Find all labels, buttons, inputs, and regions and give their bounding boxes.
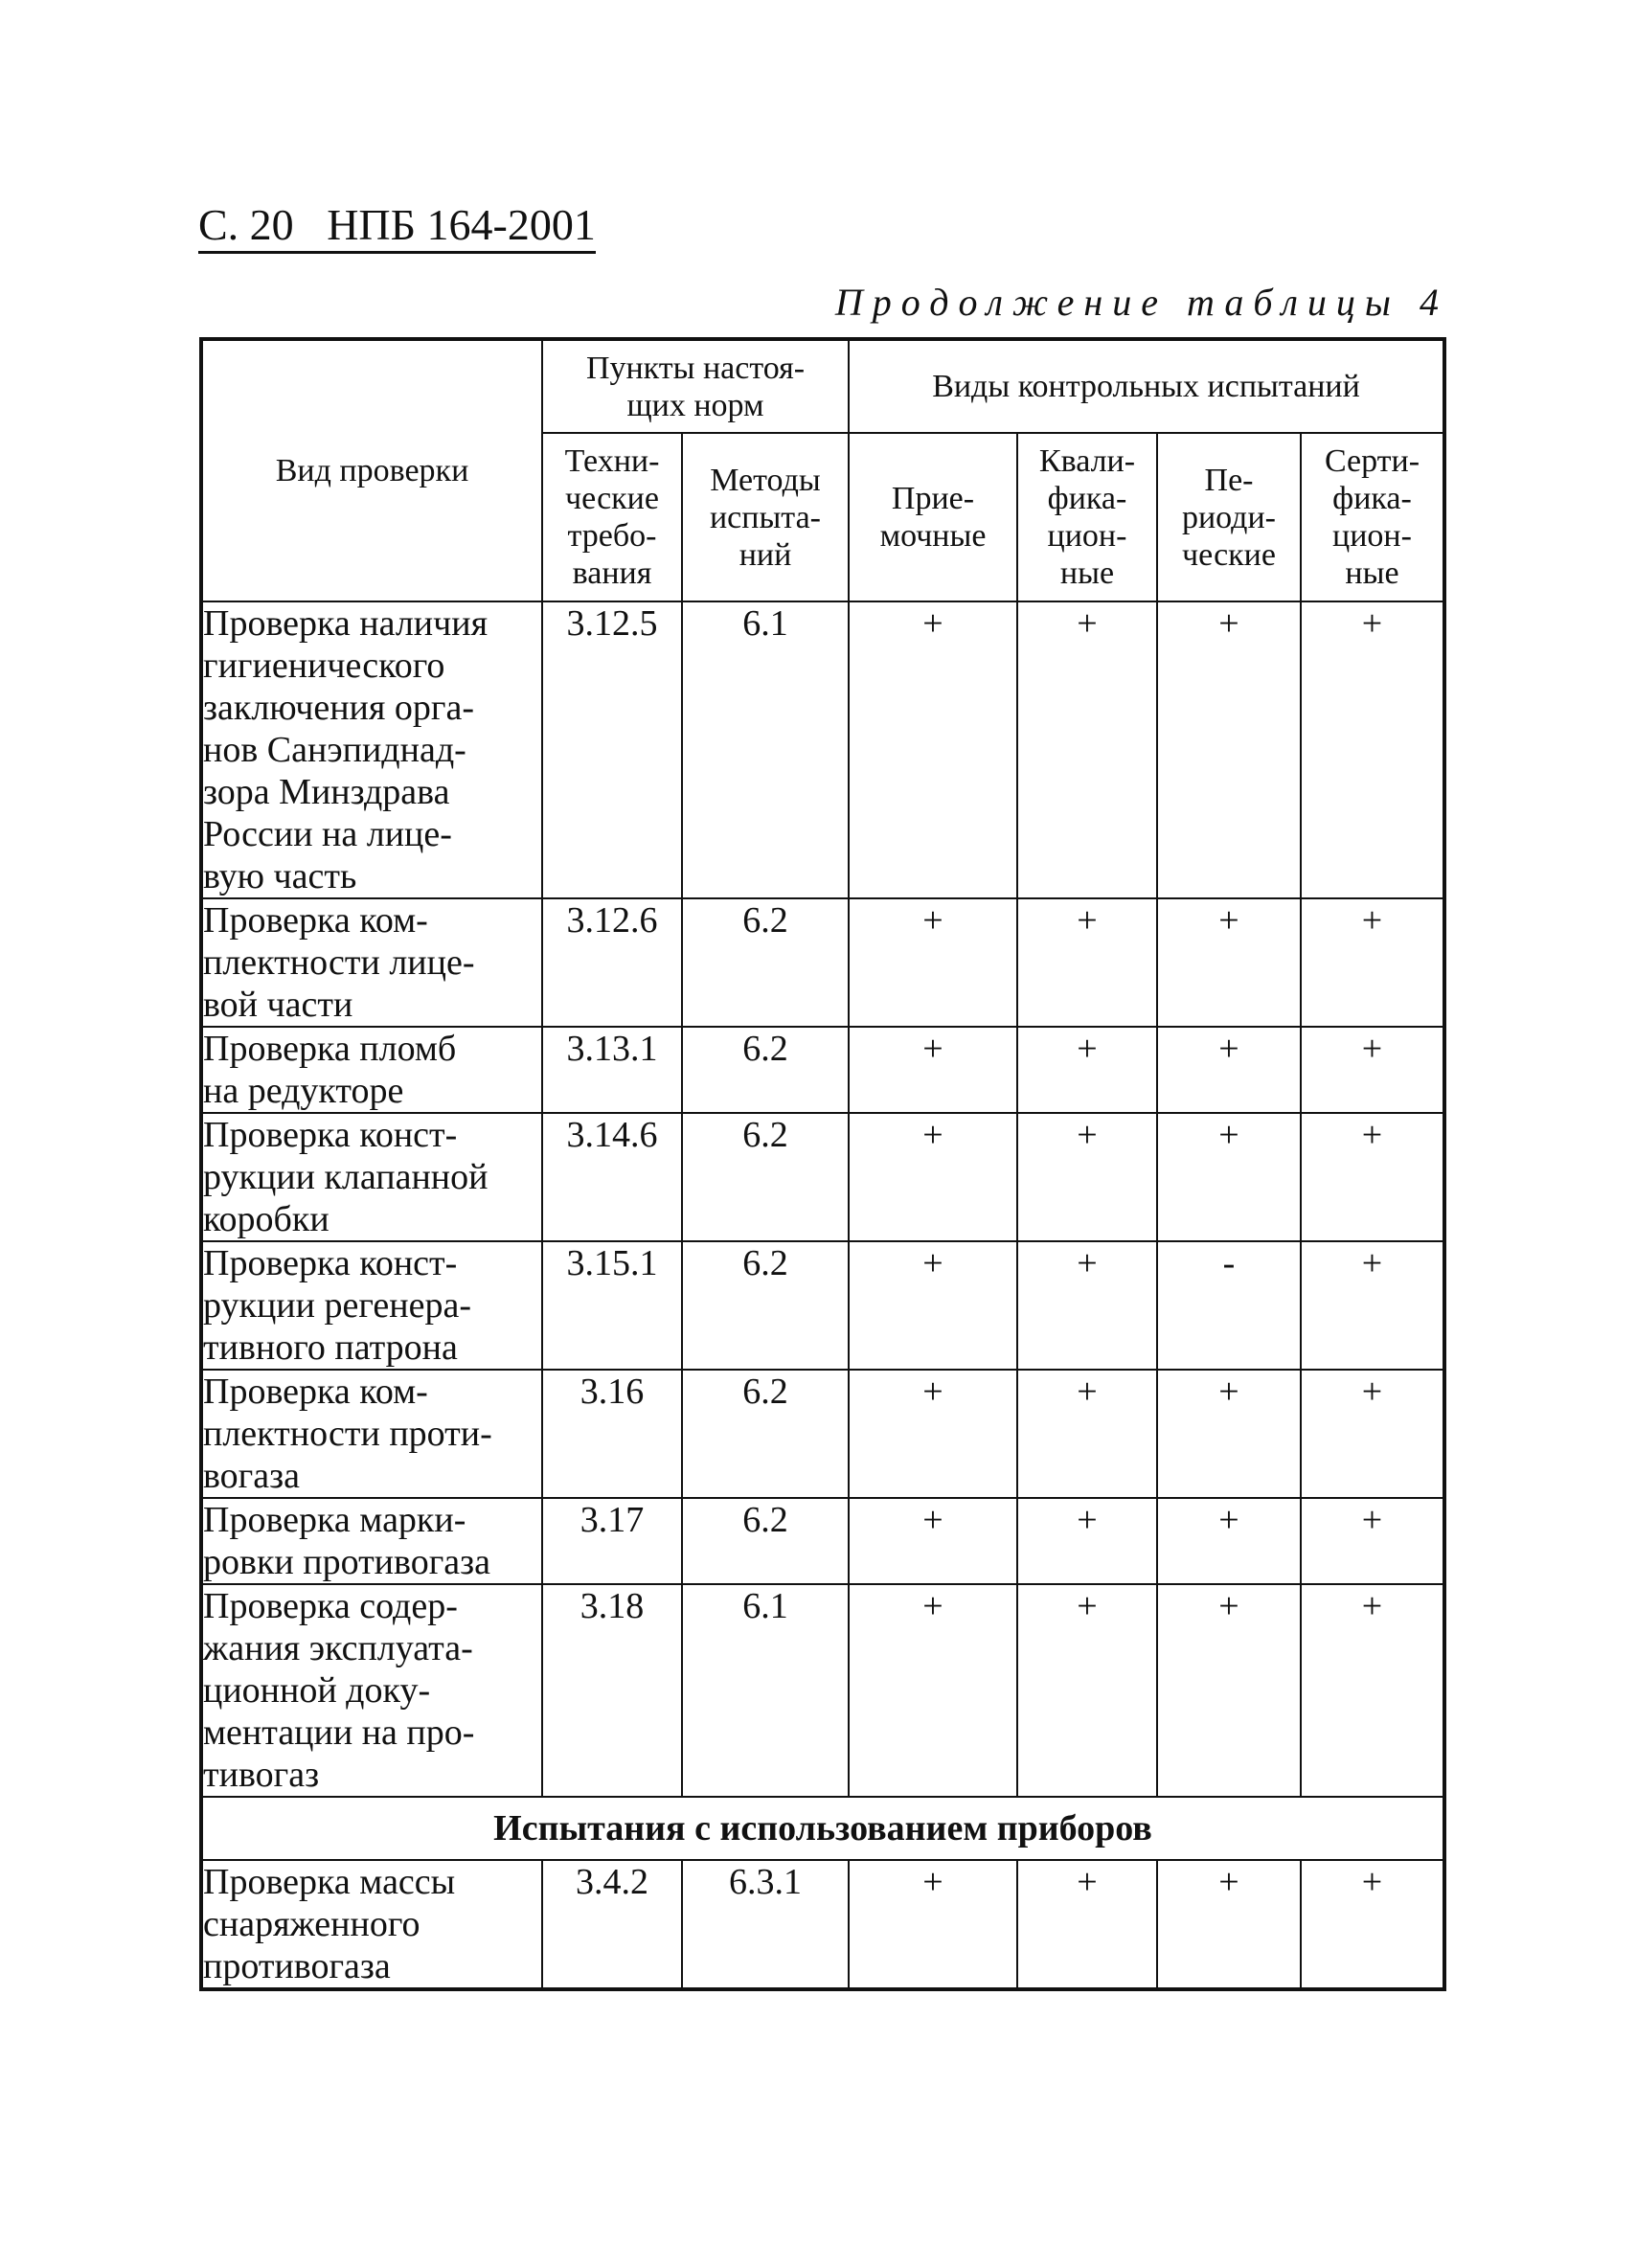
qualification-mark: +: [1017, 1241, 1157, 1370]
requirement-clause: 3.12.5: [542, 601, 682, 898]
check-name: Проверка ком- плектности лице- вой части: [201, 898, 542, 1027]
table-caption: Продолжение таблицы 4: [834, 281, 1448, 324]
table-row: [201, 898, 1444, 1027]
certification-mark: +: [1301, 1584, 1444, 1797]
requirement-clause: 3.16: [542, 1370, 682, 1498]
check-name: Проверка пломб на редукторе: [201, 1027, 542, 1113]
certification-mark: +: [1301, 898, 1444, 1027]
acceptance-mark: +: [849, 1113, 1017, 1241]
qualification-mark: +: [1017, 1860, 1157, 1989]
method-clause: 6.1: [682, 601, 849, 898]
table-body: [201, 601, 1444, 1989]
table-row: [201, 1241, 1444, 1370]
qualification-mark: +: [1017, 1113, 1157, 1241]
header-periodic: Пе- риоди- ческие: [1157, 433, 1301, 601]
table-row: [201, 1027, 1444, 1113]
check-name: Проверка массы снаряженного противогаза: [201, 1860, 542, 1989]
certification-mark: +: [1301, 1370, 1444, 1498]
qualification-mark: +: [1017, 1370, 1157, 1498]
requirement-clause: 3.4.2: [542, 1860, 682, 1989]
requirement-clause: 3.12.6: [542, 898, 682, 1027]
acceptance-mark: +: [849, 1498, 1017, 1584]
acceptance-mark: +: [849, 1860, 1017, 1989]
header-qualification: Квали- фика- цион- ные: [1017, 433, 1157, 601]
method-clause: 6.2: [682, 898, 849, 1027]
check-name: Проверка конст- рукции регенера- тивного патрона: [201, 1241, 542, 1370]
acceptance-mark: +: [849, 1370, 1017, 1498]
page-header: [198, 199, 596, 254]
requirement-clause: 3.14.6: [542, 1113, 682, 1241]
qualification-mark: +: [1017, 1498, 1157, 1584]
header-technical-requirements: Техни- ческие требо- вания: [542, 433, 682, 601]
method-clause: 6.3.1: [682, 1860, 849, 1989]
header-tests-group: Виды контрольных испытаний: [849, 339, 1444, 433]
header-check-type: Вид проверки: [201, 339, 542, 601]
certification-mark: +: [1301, 1498, 1444, 1584]
doc-code: НПБ 164-2001: [327, 200, 596, 249]
requirement-clause: 3.15.1: [542, 1241, 682, 1370]
table-row: [201, 1584, 1444, 1797]
table-row: [201, 601, 1444, 898]
table-row: [201, 1113, 1444, 1241]
method-clause: 6.2: [682, 1027, 849, 1113]
method-clause: 6.2: [682, 1113, 849, 1241]
table-row: [201, 1860, 1444, 1989]
method-clause: 6.2: [682, 1241, 849, 1370]
check-name: Проверка содер- жания эксплуата- ционной доку- ментации на про- тивогаз: [201, 1584, 542, 1797]
check-name: Проверка наличия гигиенического заключения орга- нов Санэпиднад- зора Минздрава России на лице- вую часть: [201, 601, 542, 898]
inspection-table: [199, 337, 1446, 1991]
certification-mark: +: [1301, 1241, 1444, 1370]
check-name: Проверка марки- ровки противогаза: [201, 1498, 542, 1584]
check-name: Проверка конст- рукции клапанной коробки: [201, 1113, 542, 1241]
periodic-mark: -: [1157, 1241, 1301, 1370]
periodic-mark: +: [1157, 1370, 1301, 1498]
qualification-mark: +: [1017, 601, 1157, 898]
periodic-mark: +: [1157, 1027, 1301, 1113]
periodic-mark: +: [1157, 898, 1301, 1027]
certification-mark: +: [1301, 1113, 1444, 1241]
header-clauses-group: Пункты настоя- щих норм: [542, 339, 849, 433]
header-certification: Серти- фика- цион- ные: [1301, 433, 1444, 601]
requirement-clause: 3.18: [542, 1584, 682, 1797]
acceptance-mark: +: [849, 1584, 1017, 1797]
certification-mark: +: [1301, 1860, 1444, 1989]
header-acceptance: Прие- мочные: [849, 433, 1017, 601]
qualification-mark: +: [1017, 1584, 1157, 1797]
periodic-mark: +: [1157, 1584, 1301, 1797]
header-test-methods: Методы испыта- ний: [682, 433, 849, 601]
acceptance-mark: +: [849, 1027, 1017, 1113]
table-row: [201, 1498, 1444, 1584]
qualification-mark: +: [1017, 898, 1157, 1027]
acceptance-mark: +: [849, 601, 1017, 898]
table-row: [201, 1370, 1444, 1498]
periodic-mark: +: [1157, 1860, 1301, 1989]
periodic-mark: +: [1157, 601, 1301, 898]
certification-mark: +: [1301, 1027, 1444, 1113]
periodic-mark: +: [1157, 1498, 1301, 1584]
periodic-mark: +: [1157, 1113, 1301, 1241]
method-clause: 6.1: [682, 1584, 849, 1797]
acceptance-mark: +: [849, 898, 1017, 1027]
method-clause: 6.2: [682, 1498, 849, 1584]
page-ref: С. 20: [198, 200, 294, 249]
qualification-mark: +: [1017, 1027, 1157, 1113]
certification-mark: +: [1301, 601, 1444, 898]
section-title: Испытания с использованием приборов: [201, 1797, 1444, 1860]
check-name: Проверка ком- плектности проти- вогаза: [201, 1370, 542, 1498]
section-row: [201, 1797, 1444, 1860]
method-clause: 6.2: [682, 1370, 849, 1498]
requirement-clause: 3.13.1: [542, 1027, 682, 1113]
acceptance-mark: +: [849, 1241, 1017, 1370]
requirement-clause: 3.17: [542, 1498, 682, 1584]
